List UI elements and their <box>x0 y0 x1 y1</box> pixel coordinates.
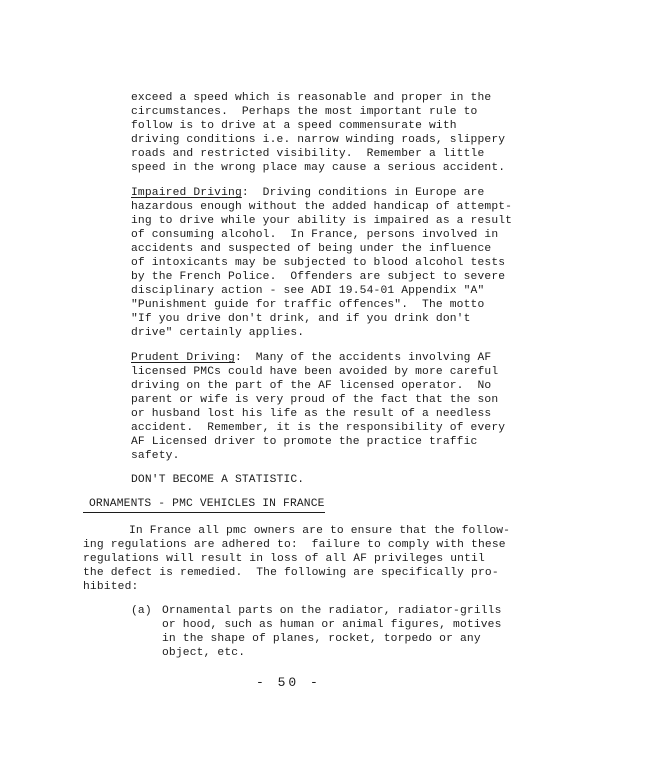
text-line: regulations will result in loss of all AF privileges until <box>83 553 485 565</box>
section-heading: ORNAMENTS - PMC VEHICLES IN FRANCE <box>83 497 325 513</box>
text-line: exceed a speed which is reasonable and proper in the <box>131 92 492 104</box>
text-line: driving on the part of the AF licensed operator. No <box>131 380 492 392</box>
prudent-driving-heading: Prudent Driving <box>131 352 235 364</box>
text-fragment: : Driving conditions in Europe are <box>241 187 485 199</box>
text-line: the defect is remedied. The following are specifically pro- <box>83 567 499 579</box>
text-line: AF Licensed driver to promote the practice traffic <box>131 436 478 448</box>
text-line: roads and restricted visibility. Remember a little <box>131 148 485 160</box>
text-line: In France all pmc owners are to ensure that the follow- <box>129 525 511 537</box>
text-line: "Punishment guide for traffic offences". The motto <box>131 299 485 311</box>
text-line: "If you drive don't drink, and if you drink don't <box>131 313 471 325</box>
text-line: or hood, such as human or animal figures, motives <box>162 619 502 631</box>
text-line: accident. Remember, it is the responsibility of every <box>131 422 506 434</box>
text-line: of consuming alcohol. In France, persons involved in <box>131 229 499 241</box>
text-line: object, etc. <box>162 647 246 659</box>
text-line: follow is to drive at a speed commensurate with <box>131 120 457 132</box>
item-label: (a) <box>131 605 152 617</box>
text-line: in the shape of planes, rocket, torpedo or any <box>162 633 481 645</box>
page-number: - 50 - <box>256 675 321 690</box>
text-line: accidents and suspected of being under the influence <box>131 243 492 255</box>
text-line: disciplinary action - see ADI 19.54-01 Appendix "A" <box>131 285 485 297</box>
text-line: speed in the wrong place may cause a serious accident. <box>131 162 506 174</box>
text-line: parent or wife is very proud of the fact that the son <box>131 394 499 406</box>
text-line <box>131 186 484 200</box>
text-line: hibited: <box>83 581 139 593</box>
text-line: or husband lost his life as the result of a needless <box>131 408 492 420</box>
text-line <box>131 351 491 365</box>
text-line: hazardous enough without the added handicap of attempt- <box>131 201 513 213</box>
text-line: licensed PMCs could have been avoided by more careful <box>131 366 499 378</box>
text-line: circumstances. Perhaps the most important rule to <box>131 106 478 118</box>
text-line: ing to drive while your ability is impaired as a result <box>131 215 513 227</box>
text-line: by the French Police. Offenders are subject to severe <box>131 271 506 283</box>
text-line: drive" certainly applies. <box>131 327 305 339</box>
statistic-line: DON'T BECOME A STATISTIC. <box>131 474 305 486</box>
text-line: driving conditions i.e. narrow winding roads, slippery <box>131 134 506 146</box>
text-line: safety. <box>131 450 180 462</box>
text-line: of intoxicants may be subjected to blood alcohol tests <box>131 257 506 269</box>
text-line: Ornamental parts on the radiator, radiator-grills <box>162 605 502 617</box>
text-line: ing regulations are adhered to: failure to comply with these <box>83 539 506 551</box>
impaired-driving-heading: Impaired Driving <box>131 187 242 199</box>
text-fragment: : Many of the accidents involving AF <box>234 352 492 364</box>
